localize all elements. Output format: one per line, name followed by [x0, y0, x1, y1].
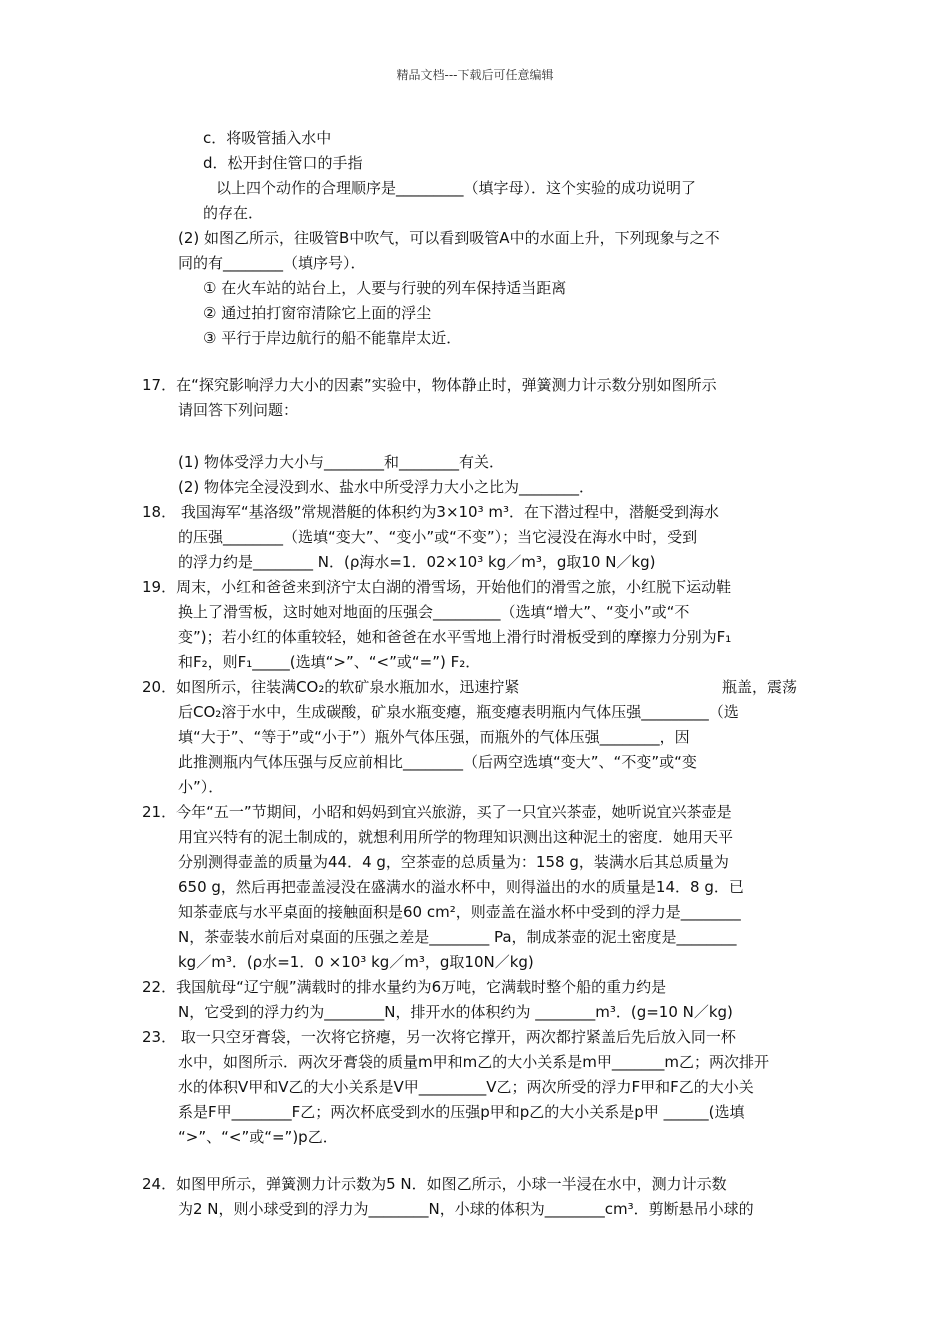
text-line: kg／m³．(ρ水=1．0 ×10³ kg／m³，g取10N／kg): [178, 953, 534, 971]
text-line: 17．在“探究影响浮力大小的因素”实验中，物体静止时，弹簧测力计示数分别如图所示: [142, 376, 717, 394]
text-line: ③ 平行于岸边航行的船不能靠岸太近．: [203, 329, 462, 347]
text-line: 21．今年“五一”节期间，小昭和妈妈到宜兴旅游，买了一只宜兴茶壶，她听说宜兴茶壶是: [142, 803, 732, 821]
text-line: 分别测得壶盖的质量为44．4 g，空茶壶的总质量为：158 g，装满水后其总质量为: [178, 853, 729, 871]
text-line: 650 g，然后再把壶盖浸没在盛满水的溢水杯中，则得溢出的水的质量是14．8 g．已: [178, 878, 744, 896]
text-line: (2) 如图乙所示，往吸管B中吹气，可以看到吸管A中的水面上升，下列现象与之不: [178, 229, 720, 247]
text-line: 19．周末，小红和爸爸来到济宁太白湖的滑雪场，开始他们的滑雪之旅，小红脱下运动鞋: [142, 578, 732, 596]
text-line: 和F₂，则F₁_____(选填“>”、“<”或“=”) F₂．: [178, 653, 481, 671]
text-line: 为2 N，则小球受到的浮力为________N，小球的体积为________cm³．剪断悬吊小球的: [178, 1200, 754, 1218]
text-line: 以上四个动作的合理顺序是_________（填字母）．这个实验的成功说明了: [216, 179, 697, 197]
text-line: d．松开封住管口的手指: [203, 154, 363, 172]
text-line: 变”)；若小红的体重较轻，她和爸爸在水平雪地上滑行时滑板受到的摩擦力分别为F₁: [178, 628, 732, 646]
text-line: c．将吸管插入水中: [203, 129, 332, 147]
text-line: 请回答下列问题：: [178, 401, 299, 419]
page-header: 精品文档---下载后可任意编辑: [396, 68, 554, 82]
text-line: 后CO₂溶于水中，生成碳酸，矿泉水瓶变瘪，瓶变瘪表明瓶内气体压强_________（选: [178, 703, 739, 721]
text-line: 22．我国航母“辽宁舰”满载时的排水量约为6万吨，它满载时整个船的重力约是: [142, 978, 667, 996]
text-line: ① 在火车站的站台上，人要与行驶的列车保持适当距离: [203, 279, 567, 297]
text-line: 小”）．: [178, 778, 224, 796]
text-line: 24．如图甲所示，弹簧测力计示数为5 N．如图乙所示，小球一半浸在水中，测力计示数: [142, 1175, 727, 1193]
text-line: 20．如图所示，往装满CO₂的软矿泉水瓶加水，迅速拧紧: [142, 678, 520, 696]
text-line: 水中，如图所示．两次牙膏袋的质量m甲和m乙的大小关系是m甲_______m乙；两次排开: [178, 1053, 769, 1071]
text-line: “>”、“<”或“=”)p乙．: [178, 1128, 338, 1146]
text-line: (2) 物体完全浸没到水、盐水中所受浮力大小之比为________．: [178, 478, 595, 496]
text-line: 知茶壶底与水平桌面的接触面积是60 cm²，则壶盖在溢水杯中受到的浮力是________: [178, 903, 741, 921]
text-line: 水的体积V甲和V乙的大小关系是V甲_________V乙；两次所受的浮力F甲和F乙的大小关: [178, 1078, 754, 1096]
text-line: 的压强________（选填“变大”、“变小”或“不变”）；当它浸没在海水中时，受到: [178, 528, 698, 546]
text-line: 用宜兴特有的泥土制成的，就想利用所学的物理知识测出这种泥土的密度．她用天平: [178, 828, 734, 846]
text-line: 23． 取一只空牙膏袋，一次将它挤瘪，另一次将它撑开，两次都拧紧盖后先后放入同一杯: [142, 1028, 736, 1046]
text-line: 的浮力约是________ N．(ρ海水=1．02×10³ kg／m³，g取10 N／kg): [178, 553, 656, 571]
text-line: 18． 我国海军“基洛级”常规潜艇的体积约为3×10³ m³．在下潜过程中，潜艇受到海水: [142, 503, 720, 521]
text-line: N，它受到的浮力约为________N，排开水的体积约为 ________m³．(g=10 N／kg): [178, 1003, 733, 1021]
text-line: 瓶盖，震荡: [722, 678, 798, 696]
text-line: (1) 物体受浮力大小与________和________有关．: [178, 453, 505, 471]
text-line: 填“大于”、“等于”或“小于”）瓶外气体压强，而瓶外的气体压强________，因: [178, 728, 690, 746]
text-line: 的存在．: [203, 204, 264, 222]
text-line: 系是F甲________F乙；两次杯底受到水的压强p甲和p乙的大小关系是p甲 ______(选填: [178, 1103, 745, 1121]
text-line: 此推测瓶内气体压强与反应前相比________（后两空选填“变大”、“不变”或“变: [178, 753, 697, 771]
text-line: N，茶壶装水前后对桌面的压强之差是________ Pa，制成茶壶的泥土密度是________: [178, 928, 737, 946]
text-line: ② 通过拍打窗帘清除它上面的浮尘: [203, 304, 432, 322]
text-line: 换上了滑雪板，这时她对地面的压强会_________（选填“增大”、“变小”或“不: [178, 603, 690, 621]
text-line: 同的有________（填序号）．: [178, 254, 366, 272]
